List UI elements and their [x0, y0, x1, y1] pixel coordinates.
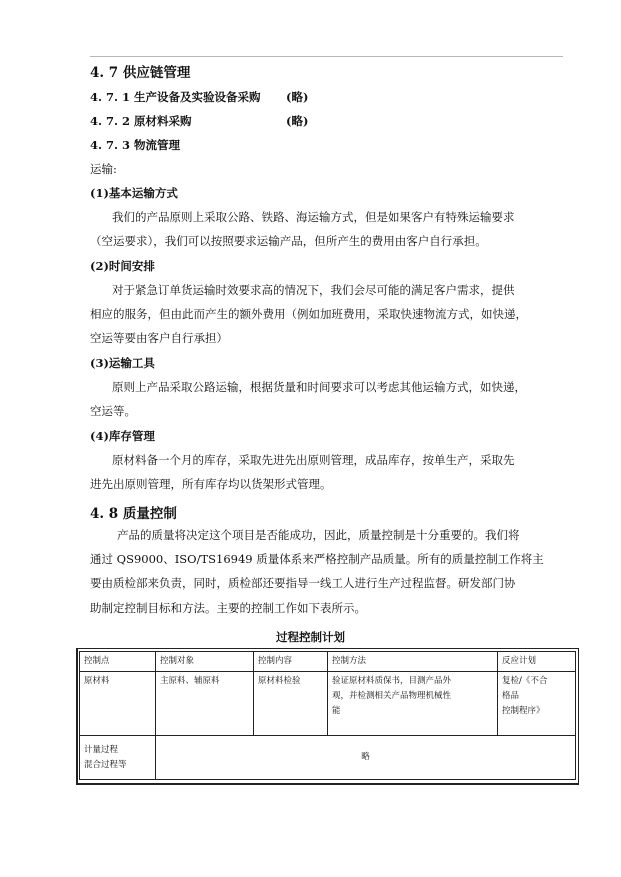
header-cell: 反应计划 [498, 652, 576, 672]
item-1-line-1: 我们的产品原则上采取公路、铁路、海运输方式，但是如果客户有特殊运输要求 [112, 210, 515, 224]
reaction-line: 格品 [502, 691, 520, 701]
table-row [80, 736, 576, 780]
quality-line-3: 要由质检部来负责，同时，质检部还要指导一线工人进行生产过程监督。研发部门协 [90, 576, 516, 590]
section-4-7-1-title: 4. 7. 1 生产设备及实验设备采购 [90, 90, 261, 104]
cell-method [328, 672, 498, 736]
cell-point [80, 736, 156, 780]
section-4-8-title: 4. 8 质量控制 [90, 506, 177, 522]
section-4-7-title: 4. 7 供应链管理 [90, 65, 191, 81]
table-caption: 过程控制计划 [276, 630, 345, 644]
reaction-line: 复检/《不合 [502, 676, 548, 686]
reaction-line: 控制程序》 [502, 706, 545, 716]
section-4-7-2-title: 4. 7. 2 原材料采购 [90, 114, 192, 128]
header-cell: 控制方法 [328, 652, 498, 672]
section-4-7-2-note: (略) [286, 114, 309, 128]
item-2-line-1: 对于紧急订单货运输时效要求高的情况下，我们会尽可能的满足客户需求，提供 [112, 283, 515, 297]
cell-skip: 略 [156, 736, 576, 780]
method-line: 观，并检测相关产品物理机械性 [332, 691, 452, 701]
quality-line-1: 产品的质量将决定这个项目是否能成功，因此，质量控制是十分重要的。我们将 [117, 528, 520, 542]
item-3-line-1: 原则上产品采取公路运输，根据货量和时间要求可以考虑其他运输方式，如快递， [112, 380, 526, 394]
item-4-line-1: 原材料备一个月的库存，采取先进先出原则管理，成品库存，按单生产，采取先 [112, 453, 515, 467]
point-line: 混合过程等 [84, 759, 127, 770]
item-2-line-2: 相应的服务，但由此而产生的额外费用（例如加班费用，采取快速物流方式，如快递， [90, 307, 527, 321]
point-line: 计量过程 [84, 744, 119, 755]
item-2-line-3: 空运等要由客户自行承担） [90, 331, 228, 345]
cell-point: 原材料 [80, 672, 156, 736]
quality-line-4: 助制定控制目标和方法。主要的控制工作如下表所示。 [90, 601, 366, 615]
header-rule [90, 56, 563, 57]
transport-label: 运输: [90, 162, 117, 176]
cell-reaction [498, 672, 576, 736]
header-cell: 控制点 [80, 652, 156, 672]
table-row [80, 672, 576, 736]
item-4-line-2: 进先出原则管理，所有库存均以货架形式管理。 [90, 477, 332, 491]
item-3-heading: (3)运输工具 [90, 356, 155, 370]
header-cell: 控制内容 [254, 652, 328, 672]
table-header-row [80, 652, 576, 672]
item-1-line-2: （空运要求），我们可以按照要求运输产品，但所产生的费用由客户自行承担。 [90, 234, 487, 248]
item-3-line-2: 空运等。 [90, 404, 136, 418]
quality-line-2: 通过 QS9000、ISO/TS16949 质量体系来严格控制产品质量。所有的质量控制工作将主 [90, 552, 544, 566]
method-line: 能 [332, 706, 341, 716]
header-cell: 控制对象 [156, 652, 254, 672]
section-4-7-1-note: (略) [286, 90, 309, 104]
process-control-table [79, 651, 576, 780]
cell-object: 主原料、辅原料 [156, 672, 254, 736]
item-1-heading: (1)基本运输方式 [90, 186, 178, 200]
method-line: 验证原材料质保书，目测产品外 [332, 676, 452, 686]
cell-content: 原材料检验 [254, 672, 328, 736]
item-4-heading: (4)库存管理 [90, 429, 155, 443]
item-2-heading: (2)时间安排 [90, 259, 155, 273]
section-4-7-3-title: 4. 7. 3 物流管理 [90, 138, 181, 152]
